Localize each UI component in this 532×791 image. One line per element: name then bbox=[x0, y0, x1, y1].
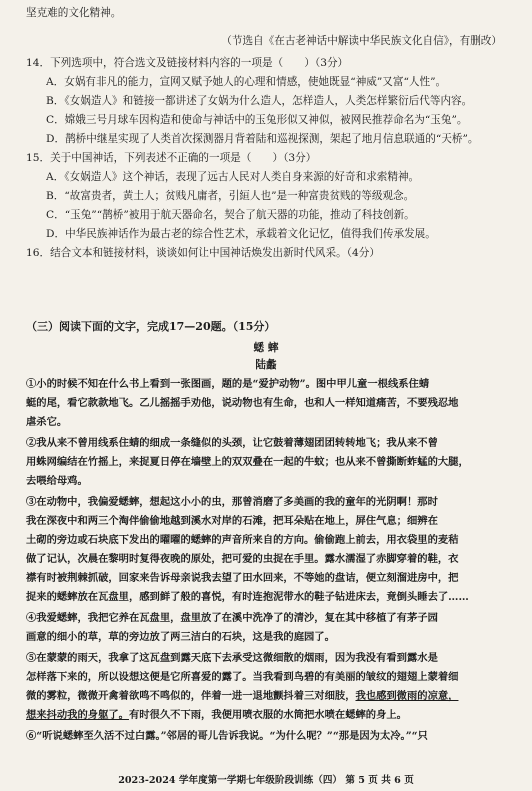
q14-option-a: A．女娲有非凡的能力，宣网又赋予她人的心理和情感，使她既显“神威”又富“人性”。 bbox=[46, 76, 447, 88]
p4-line: 画意的细小的草，草的旁边放了两三洁白的石块，这是我的庭园了。 bbox=[26, 631, 335, 643]
q16-stem: 16．结合文本和链接材料，谈谈如何让中国神话焕发出新时代风采。（4分） bbox=[26, 247, 380, 259]
p1-line: 虐杀它。 bbox=[26, 416, 68, 428]
q15-option-a: A．《女娲造人》这个神话，表现了远古人民对人类自身来源的好奇和求索精神。 bbox=[46, 171, 420, 183]
q14-option-b: B．《女娲造人》和链接一都讲述了女娲为什么造人，怎样造人，人类怎样繁衍后代等内容。 bbox=[46, 95, 473, 107]
p5-line: ⑤在蒙蒙的雨天，我拿了这瓦盘到露天底下去承受这微细散的烟雨，因为我没有看到露水是 bbox=[26, 652, 438, 664]
p2-line: ②我从来不曾用线系住蜻的细成一条缝似的头颈，让它鼓着薄翅团团转转地飞；我从来不曾 bbox=[26, 437, 438, 449]
p3-line: 襟有时被荆棘抓破，回家来告诉母亲说我去望了田水回来，不等她的盘诘，便立刻溜进房中，把 bbox=[26, 572, 459, 584]
q15-option-c: C．“玉兔”“鹊桥”被用于航天器命名，契合了航天器的功能，推动了科技创新。 bbox=[46, 209, 415, 221]
essay-author: 陆蠡 bbox=[255, 359, 277, 371]
p4-line: ④我爱蟋蟀，我把它养在瓦盘里，盘里放了在溪中洗净了的清沙，复在其中移植了有茅子园 bbox=[26, 612, 438, 624]
p3-line: 做了记认，次晨在黎明时复得夜晚的原处，把可爱的虫捉在手里。露水濡湿了赤脚穿着的鞋，衣 bbox=[26, 553, 459, 565]
p3-line: ③在动物中，我偏爱蟋蟀，想起这小小的虫，那曾消磨了多美画的我的童年的光阴啊！那时 bbox=[26, 496, 438, 508]
p6-line: ⑥“听说蟋蟀至久活不过白露。”邻居的哥儿告诉我说。“为什么呢？”“那是因为太冷。”“只 bbox=[26, 730, 428, 742]
q14-option-d: D．鹊桥中继星实现了人类首次探测器月背着陆和巡视探测，架起了地月信息联通的“天桥”。 bbox=[46, 133, 479, 145]
page-footer: 2023-2024 学年度第一学期七年级阶段训练（四） 第 5 页 共 6 页 bbox=[118, 775, 414, 786]
p5-underlined-text: 想来抖动我的身躯了。 bbox=[26, 709, 129, 721]
source-citation: （节选自《在古老神话中解读中华民族文化自信》，有删改） bbox=[221, 35, 502, 47]
p5-text: 微的雾粒，微微开禽着欲鸣不鸣似的，伴着一进一退地颤抖着三对细肢， bbox=[26, 690, 356, 702]
section-three-heading: （三）阅读下面的文字，完成17—20题。（15分） bbox=[26, 320, 276, 333]
p5-underlined-text: 我也感到微雨的凉意， bbox=[355, 690, 459, 702]
q14-stem: 14．下列选项中，符合选文及链接材料内容的一项是（ ）（3分） bbox=[26, 57, 349, 69]
p2-line: 去喂给母鸡。 bbox=[26, 475, 88, 487]
p3-line: 土砌的旁边或石块底下发出的曜曜的蟋蟀的声音所来自的方向。偷偷跑上前去，用衣袋里的麦秸 bbox=[26, 534, 459, 546]
q15-stem: 15．关于中国神话，下列表述不正确的一项是（ ）（3分） bbox=[26, 152, 317, 164]
essay-title: 蟋 蟀 bbox=[253, 342, 279, 354]
p5-line-underlined-end bbox=[26, 708, 510, 722]
p5-text: 有时很久不下雨，我便用喷衣服的水筒把水喷在蟋蟀的身上。 bbox=[128, 709, 407, 721]
p5-line: 怎样落下来的，所以设想这便是它所喜爱的露了。当我看到鸟碧的有美丽的皱纹的翅翅上蒙着细 bbox=[26, 671, 459, 683]
q14-option-c: C．嫦娥三号月球车因构造和使命与神话中的玉兔形似又神似，被网民推荐命名为“玉兔”。 bbox=[46, 114, 468, 126]
p2-line: 用蛛网编结在竹摇上，来捉夏日停在墙壁上的双双叠在一起的牛蚊；也从来不曾撕断蚱蜢的大腿， bbox=[26, 456, 469, 468]
p1-line: 蜓的尾，看它款款地飞。乙儿摇摇手劝他，说动物也有生命，也和人一样知道痛苦，不要残忍地 bbox=[26, 397, 459, 409]
p3-line: 捉来的蟋蟀放在瓦盘里，感到鲜了般的喜悦，有时连抱泥带水的鞋子钻进床去，竟倒头睡去了…… bbox=[26, 591, 469, 603]
p3-line: 我在深夜中和两三个淘伴偷偷地越到溪水对岸的石滩，把耳朵贴在地上，屏住气息；细辨在 bbox=[26, 515, 438, 527]
top-line: 坚克难的文化精神。 bbox=[26, 7, 122, 19]
q15-option-d: D．中华民族神话作为最古老的综合性艺术，承载着文化记忆，值得我们传承发展。 bbox=[46, 228, 436, 240]
q15-option-b: B．“故富贵者，黄土人；贫贱凡庸者，引絙人也”是一种富贵贫贱的等级观念。 bbox=[46, 190, 415, 202]
p1-line: ①小的时候不知在什么书上看到一张图画，题的是“爱护动物”。图中甲儿童一根线系住蜻 bbox=[26, 378, 430, 390]
p5-line-underlined-start bbox=[26, 689, 510, 703]
